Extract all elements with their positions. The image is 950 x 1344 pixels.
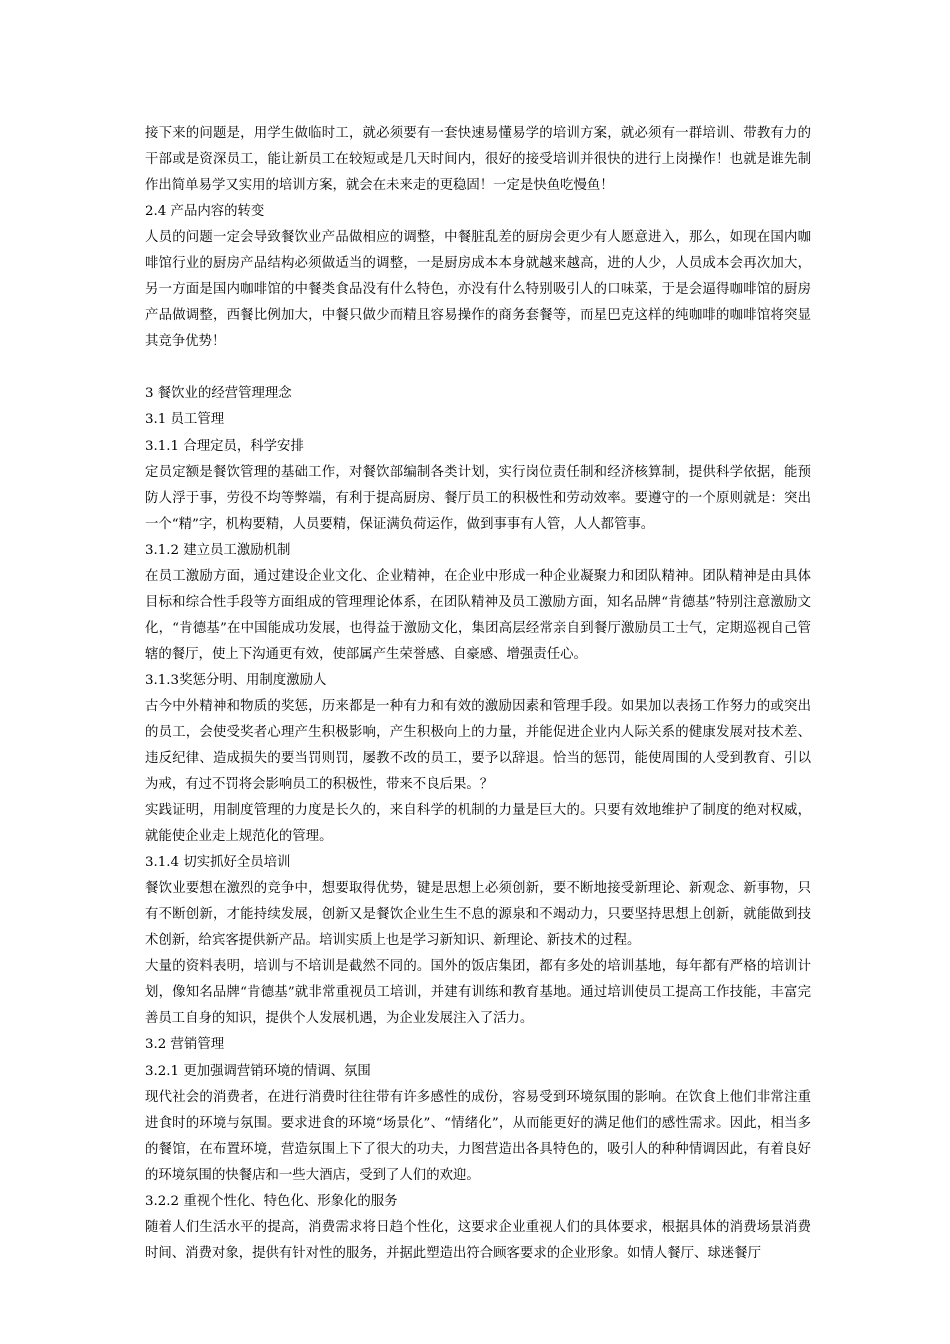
paragraph-2-4: 人员的问题一定会导致餐饮业产品做相应的调整，中餐脏乱差的厨房会更少有人愿意进入，那么，如现在国内咖啡馆行业的厨房产品结构必须做适当的调整，一是厨房成本本身就越来越高，进的人少，人员成本会再次加大，另一方面是国内咖啡馆的中餐类食品没有什么特色，亦没有什么特别吸引人的口味菜，于是会逼得咖啡馆的厨房产品做调整，西餐比例加大，中餐只做少而精且容易操作的商务套餐等，而星巴克这样的纯咖啡的咖啡馆将突显其竞争优势！ <box>145 230 811 350</box>
heading-3-2-2: 3.2.2 重视个性化、特色化、形象化的服务 <box>145 1193 398 1209</box>
paragraph-3-1-4-a: 餐饮业要想在激烈的竞争中，想要取得优势，键是思想上必须创新，要不断地接受新理论、新观念、新事物，只有不断创新，才能持续发展，创新又是餐饮企业生生不息的源泉和不竭动力，只要坚持思想上创新，就能做到技术创新，给宾客提供新产品。培训实质上也是学习新知识、新理论、新技术的过程。 <box>145 881 811 949</box>
heading-2-4: 2.4 产品内容的转变 <box>145 204 265 219</box>
paragraph-3-1-4-b: 大量的资料表明，培训与不培训是截然不同的。国外的饭店集团，都有多处的培训基地，每年都有严格的培训计划，像知名品牌“肯德基”就非常重视员工培训，并建有训练和教育基地。通过培训使员工提高工作技能，丰富完善员工自身的知识，提供个人发展机遇，为企业发展注入了活力。 <box>145 959 811 1027</box>
heading-3-1: 3.1 员工管理 <box>145 412 225 428</box>
heading-3-1-3: 3.1.3奖惩分明、用制度激励人 <box>145 673 327 689</box>
paragraph-3-2-2: 随着人们生活水平的提高，消费需求将日趋个性化，这要求企业重视人们的具体要求，根据具体的消费场景消费时间、消费对象，提供有针对性的服务，并据此塑造出符合顾客要求的企业形象。如情人餐厅、球迷餐厅 <box>145 1220 811 1262</box>
heading-3-1-1: 3.1.1 合理定员，科学安排 <box>145 438 304 454</box>
document-page <box>145 121 811 1267</box>
paragraph-3-1-2: 在员工激励方面，通过建设企业文化、企业精神，在企业中形成一种企业凝聚力和团队精神。团队精神是由具体目标和综合性手段等方面组成的管理理论体系，在团队精神及员工激励方面，知名品牌“肯德基”特别注意激励文化，“肯德基”在中国能成功发展，也得益于激励文化，集团高层经常亲自到餐厅激励员工士气，定期巡视自己管辖的餐厅，使上下沟通更有效，使部属产生荣誉感、自豪感、增强责任心。 <box>145 569 811 663</box>
heading-3-1-4: 3.1.4 切实抓好全员培训 <box>145 855 291 871</box>
heading-3-2: 3.2 营销管理 <box>145 1037 225 1053</box>
paragraph-3-1-3-b: 实践证明，用制度管理的力度是长久的，来自科学的机制的力量是巨大的。只要有效地维护了制度的绝对权威，就能使企业走上规范化的管理。 <box>145 803 811 845</box>
paragraph-3-2-1: 现代社会的消费者，在进行消费时往往带有许多感性的成份，容易受到环境氛围的影响。在饮食上他们非常注重进食时的环境与氛围。要求进食的环境“场景化”、“情绪化”，从而能更好的满足他们的感性需求。因此，相当多的餐馆，在布置环境，营造氛围上下了很大的功夫，力图营造出各具特色的，吸引人的种种情调因此，有着良好的环境氛围的快餐店和一些大酒店，受到了人们的欢迎。 <box>145 1089 811 1183</box>
paragraph-3-1-3-a: 古今中外精神和物质的奖惩，历来都是一种有力和有效的激励因素和管理手段。如果加以表扬工作努力的或突出的员工，会使受奖者心理产生积极影响，产生积极向上的力量，并能促进企业内人际关系的健康发展对技术差、违反纪律、造成损失的要当罚则罚，屡教不改的员工，要予以辞退。恰当的惩罚，能使周围的人受到教育、引以为戒，有过不罚将会影响员工的积极性，带来不良后果。？ <box>145 699 811 793</box>
heading-3: 3 餐饮业的经营管理理念 <box>145 386 292 402</box>
paragraph-3-1-1: 定员定额是餐饮管理的基础工作，对餐饮部编制各类计划，实行岗位责任制和经济核算制，提供科学依据，能预防人浮于事，劳役不均等弊端，有利于提高厨房、餐厅员工的积极性和劳动效率。要遵守的一个原则就是：突出一个“精”字，机构要精，人员要精，保证满负荷运作，做到事事有人管，人人都管事。 <box>145 464 811 532</box>
heading-3-1-2: 3.1.2 建立员工激励机制 <box>145 542 291 558</box>
paragraph-intro-training: 接下来的问题是，用学生做临时工，就必须要有一套快速易懂易学的培训方案，就必须有一群培训、带教有力的干部或是资深员工，能让新员工在较短或是几天时间内，很好的接受培训并很快的进行上岗操作！也就是谁先制作出简单易学又实用的培训方案，就会在未来走的更稳固！一定是快鱼吃慢鱼！ <box>145 126 811 193</box>
heading-3-2-1: 3.2.1 更加强调营销环境的情调、氛围 <box>145 1063 371 1079</box>
blank-line <box>145 355 811 381</box>
